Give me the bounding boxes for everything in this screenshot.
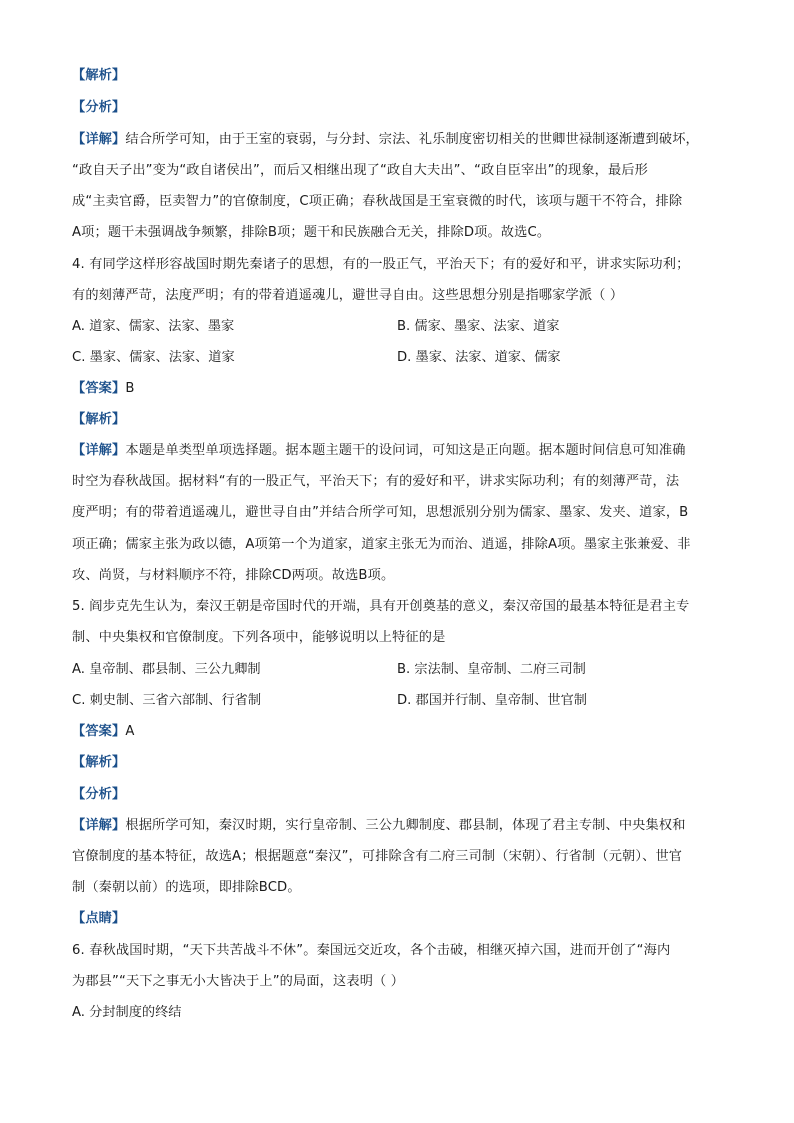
question-5-stem: 制、中央集权和官僚制度。下列各项中，能够说明以上特征的是 [72, 630, 446, 645]
q4-option-c: C. 墨家、儒家、法家、道家 [72, 350, 235, 365]
q5-heading-dianjing: 【点睛】 [72, 911, 126, 926]
q4-detail-line: 【详解】本题是单类型单项选择题。据本题主题干的设问词，可知这是正向题。据本题时间信息可知准确 [72, 443, 686, 458]
q5-detail-line: 制（秦朝以前）的选项，即排除BCD。 [72, 880, 301, 895]
question-6-stem: 6. 春秋战国时期，“天下共苦战斗不休”。秦国远交近攻，各个击破，相继灭掉六国，进而开创了“海内 [72, 943, 671, 958]
heading-fenxi: 【分析】 [72, 100, 126, 115]
q4-option-a: A. 道家、儒家、法家、墨家 [72, 319, 235, 334]
question-4-stem: 4. 有同学这样形容战国时期先秦诸子的思想，有的一股正气，平治天下；有的爱好和平，讲求实际功利； [72, 257, 690, 272]
q4-answer: 【答案】B [72, 381, 135, 396]
question-6-stem: 为郡县”“天下之事无小大皆决于上”的局面，这表明（ ） [72, 974, 405, 989]
detail-line: “政自天子出”变为“政自诸侯出”，而后又相继出现了“政自大夫出”、“政自臣宰出”的现象，最后形 [72, 163, 649, 178]
q5-answer: 【答案】A [72, 724, 135, 739]
detail-line: 成“主卖官爵，臣卖智力”的官僚制度，C项正确；春秋战国是王室衰微的时代，该项与题干不符合，排除 [72, 194, 683, 209]
q4-option-b: B. 儒家、墨家、法家、道家 [397, 319, 560, 334]
q4-detail-line: 项正确；儒家主张为政以德，A项第一个为道家，道家主张无为而治、逍遥，排除A项。墨家主张兼爱、非 [72, 537, 691, 552]
q5-heading-fenxi: 【分析】 [72, 787, 126, 802]
q5-option-c: C. 刺史制、三省六部制、行省制 [72, 693, 262, 708]
q4-option-d: D. 墨家、法家、道家、儒家 [397, 350, 561, 365]
q5-option-a: A. 皇帝制、郡县制、三公九卿制 [72, 662, 261, 677]
q4-detail-line: 时空为春秋战国。据材料“有的一股正气，平治天下；有的爱好和平，讲求实际功利；有的刻薄严苛，法 [72, 474, 680, 489]
q4-detail-line: 攻、尚贤，与材料顺序不符，排除CD两项。故选B项。 [72, 568, 395, 583]
q5-heading-jiexi: 【解析】 [72, 755, 126, 770]
q5-option-b: B. 宗法制、皇帝制、二府三司制 [397, 662, 586, 677]
q6-option-a: A. 分封制度的终结 [72, 1005, 182, 1020]
detail-line: A项；题干未强调战争频繁，排除B项；题干和民族融合无关，排除D项。故选C。 [72, 225, 551, 240]
heading-jiexi: 【解析】 [72, 68, 126, 83]
q4-detail-line: 度严明；有的带着逍遥魂儿，避世寻自由”并结合所学可知，思想派别分别为儒家、墨家、发夹、道家，B [72, 505, 689, 520]
q5-detail-line: 【详解】根据所学可知，秦汉时期，实行皇帝制、三公九卿制度、郡县制，体现了君主专制、中央集权和 [72, 818, 686, 833]
q5-option-d: D. 郡国并行制、皇帝制、世官制 [397, 693, 587, 708]
q4-heading-jiexi: 【解析】 [72, 412, 126, 427]
question-4-stem: 有的刻薄严苛，法度严明；有的带着逍遥魂儿，避世寻自由。这些思想分别是指哪家学派（ ） [72, 288, 624, 303]
q5-detail-line: 官僚制度的基本特征，故选A；根据题意“秦汉”，可排除含有二府三司制（宋朝）、行省制（元朝）、世官 [72, 849, 683, 864]
detail-line: 【详解】结合所学可知，由于王室的衰弱，与分封、宗法、礼乐制度密切相关的世卿世禄制逐渐遭到破坏， [72, 132, 699, 147]
question-5-stem: 5. 阎步克先生认为，秦汉王朝是帝国时代的开端，具有开创奠基的意义，秦汉帝国的最基本特征是君主专 [72, 599, 690, 614]
